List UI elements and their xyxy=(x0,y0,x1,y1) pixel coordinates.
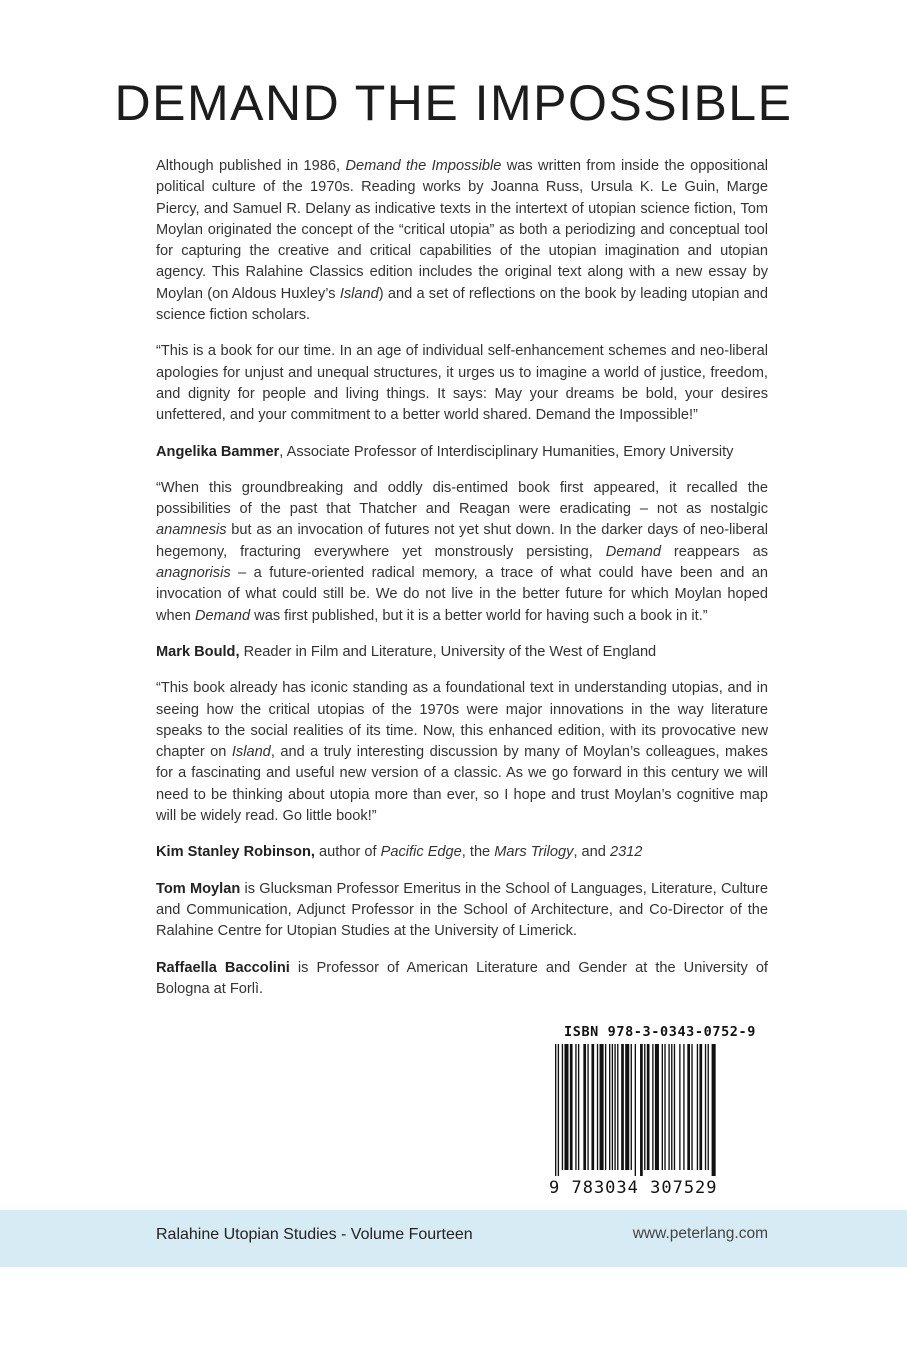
text-span: “This book already has iconic standing as a foundational text in understanding utopias, and in seeing how the critical utopias of the 1970s were major innovations in the way literature speaks to the social realities of its time. Now, this enhanced edition, with its provocative new chapter on xyxy=(156,680,768,761)
text-span: was written from inside the oppositional political culture of the 1970s. Reading works by Joanna Russ, Ursula K. Le Guin, Marge Piercy, and Samuel R. Delany as indicative texts in the intertext of utopian science fiction, Tom Moylan originated the concept of the “critical utopia” as both a periodizing and conceptual tool for capturing the creative and critical capabilities of the utopian imagination and utopian agency. This Ralahine Classics edition includes the original text along with a new essay by Moylan (on Aldous Huxley’s xyxy=(156,158,768,302)
author-role: Reader in Film and Literature, University of the West of England xyxy=(239,643,657,660)
barcode-bar xyxy=(631,1044,632,1170)
barcode-bar xyxy=(664,1044,665,1170)
italic-term: anagnorisis xyxy=(156,565,231,582)
barcode-bar xyxy=(635,1044,636,1176)
barcode-bar xyxy=(591,1044,594,1170)
italic-term: Island xyxy=(231,744,271,761)
barcode-bar xyxy=(558,1044,559,1176)
barcode-bar xyxy=(625,1044,629,1170)
barcode-bar xyxy=(679,1044,680,1170)
barcode-bar xyxy=(671,1044,672,1170)
bio-baccolini xyxy=(156,958,768,1001)
book-title-italic: Demand the Impossible xyxy=(345,158,502,174)
text-span: was first published, but it is a better world for having such a book in it.” xyxy=(250,607,708,624)
description-paragraph xyxy=(156,156,768,326)
barcode-bar xyxy=(621,1044,624,1170)
author-role: , Associate Professor of Interdisciplinary Humanities, Emory University xyxy=(279,443,734,460)
barcode-bar xyxy=(575,1044,576,1170)
author-name: Angelika Bammer xyxy=(156,443,280,460)
italic-term: Demand xyxy=(605,543,661,560)
barcode-bar xyxy=(600,1044,604,1170)
barcode-bar xyxy=(578,1044,579,1170)
book-title-italic: Island xyxy=(339,285,379,302)
barcode-bar xyxy=(617,1044,618,1170)
barcode-bar xyxy=(705,1044,706,1170)
barcode-bar xyxy=(687,1044,690,1170)
barcode-bar xyxy=(564,1044,568,1170)
author-name: Kim Stanley Robinson, xyxy=(156,844,315,861)
author-name: Mark Bould, xyxy=(156,643,240,660)
barcode-bar xyxy=(697,1044,698,1170)
text-span: , the xyxy=(461,844,495,861)
text-span: – a future-oriented radical memory, a trace of what could have been and an invocation of what could still be. We do not live in the better future for which Moylan hoped when xyxy=(156,565,768,624)
barcode-bar xyxy=(699,1044,702,1170)
text-span: reappears as xyxy=(660,543,768,560)
barcode-bar xyxy=(605,1044,606,1170)
text-span: , and a truly interesting discussion by many of Moylan’s colleagues, makes for a fascinating and useful new version of a classic. As we go forward in this century we will need to be thinking about utopia more than ever, so I hope and trust Moylan’s cognitive map will be widely read. Go little book!” xyxy=(156,744,768,825)
italic-term: Pacific Edge xyxy=(380,844,462,861)
quote-bould xyxy=(156,478,768,627)
barcode-bar xyxy=(597,1044,598,1170)
text-span: ) and a set of reflections on the book by leading utopian and science fiction scholars. xyxy=(156,285,768,324)
text-span: author of xyxy=(314,844,381,861)
book-title: DEMAND THE IMPOSSIBLE xyxy=(114,75,793,131)
barcode-bar xyxy=(647,1044,650,1170)
text-span: but as an invocation of futures not yet shut down. In the darker days of neo-liberal hegemony, fracturing everywhere yet monstrously persisting, xyxy=(156,522,768,560)
quote-robinson xyxy=(156,678,768,827)
barcode-bar xyxy=(583,1044,586,1170)
barcode-bar xyxy=(555,1044,556,1176)
italic-term: 2312 xyxy=(609,844,643,861)
isbn-label: ISBN 978-3-0343-0752-9 xyxy=(563,1024,756,1040)
barcode-bar xyxy=(708,1044,709,1170)
attribution-bould xyxy=(156,642,768,663)
text-span: is Glucksman Professor Emeritus in the School of Languages, Literature, Culture and Communication, Adjunct Professor in the School of Architecture, and Co-Director of the Ralahine Centre for Utopian Studies at the University of Limerick. xyxy=(156,880,768,940)
barcode-bar xyxy=(655,1044,659,1170)
italic-term: anamnesis xyxy=(156,522,227,539)
barcode-bars xyxy=(555,1044,767,1176)
isbn-digits: 9 783034 307529 xyxy=(549,1178,718,1198)
barcode-bar xyxy=(683,1044,684,1170)
text-span: Although published in 1986, xyxy=(156,158,346,174)
bio-moylan xyxy=(156,879,768,943)
text-span: “When this groundbreaking and oddly dis-entimed book first appeared, it recalled the possibilities of the past that Thatcher and Reagan were eradicating – not as nostalgic xyxy=(156,479,768,518)
italic-term: Demand xyxy=(194,607,251,624)
barcode-bar xyxy=(570,1044,573,1170)
barcode-bar xyxy=(644,1044,645,1170)
barcode-bar xyxy=(609,1044,610,1170)
author-name: Tom Moylan xyxy=(156,880,241,897)
barcode-bar xyxy=(562,1044,563,1170)
series-name: Ralahine Utopian Studies - Volume Fourteen xyxy=(156,1226,473,1243)
publisher-url[interactable]: www.peterlang.com xyxy=(632,1225,768,1242)
text-span: is Professor of American Literature and Gender at the University of Bologna at Forlì. xyxy=(156,959,768,997)
footer-band xyxy=(0,1210,907,1267)
attribution-robinson xyxy=(156,842,768,863)
text-span: , and xyxy=(573,844,610,861)
italic-term: Mars Trilogy xyxy=(494,844,574,861)
quote-bammer: “This is a book for our time. In an age of individual self-enhancement schemes and neo-liberal apologies for unjust and unequal structures, it urges us to imagine a world of justice, freedom, and dignity for people and living things. It says: May your dreams be bold, your desires unfettered, and your commitment to a better world shared. Demand the Impossible!” xyxy=(156,343,768,424)
barcode-bar xyxy=(691,1044,692,1170)
barcode-bar xyxy=(662,1044,663,1170)
barcode-bar xyxy=(674,1044,675,1170)
barcode-bar xyxy=(652,1044,653,1170)
back-cover-text xyxy=(156,156,768,1015)
barcode-bar xyxy=(640,1044,643,1176)
attribution-bammer xyxy=(156,442,768,463)
barcode-bar xyxy=(587,1044,588,1170)
barcode-bar xyxy=(668,1044,669,1170)
barcode-bar xyxy=(612,1044,613,1170)
barcode-bar xyxy=(614,1044,615,1170)
author-name: Raffaella Baccolini xyxy=(156,959,290,976)
barcode-bar xyxy=(712,1044,716,1176)
isbn-barcode xyxy=(549,1024,771,1199)
